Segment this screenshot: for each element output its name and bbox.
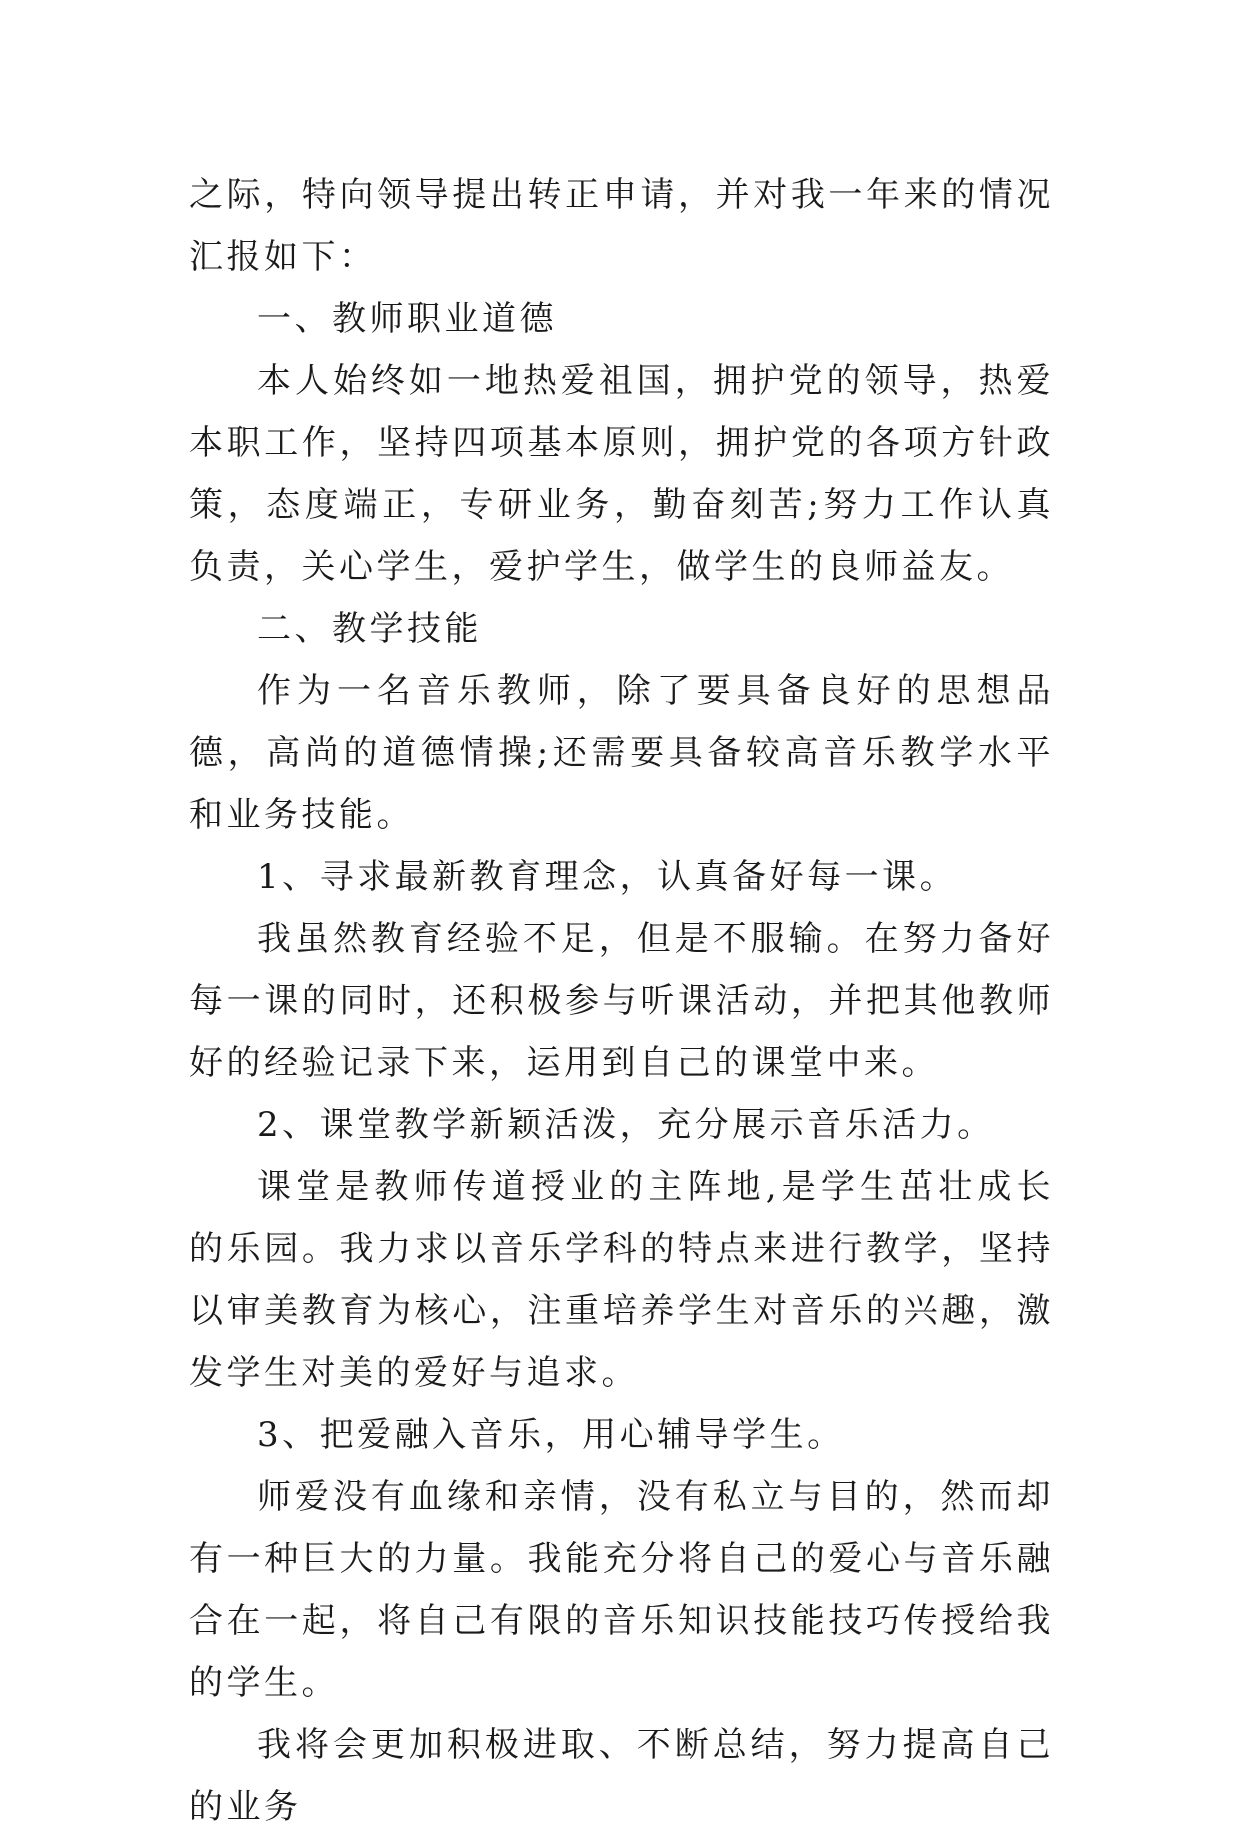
subheading-love-music: 3、把爱融入音乐，用心辅导学生。 — [257, 1415, 845, 1455]
section-heading-ethics: 一、教师职业道德 — [257, 299, 557, 339]
subheading-lesson-prep: 1、寻求最新教育理念，认真备好每一课。 — [257, 857, 958, 897]
paragraph-love-music: 师爱没有血缘和亲情，没有私立与目的，然而却有一种巨大的力量。我能充分将自己的爱心与音乐融合在一起，将自己有限的音乐知识技能技巧传授给我的学生。 — [189, 1477, 1054, 1703]
subheading-classroom: 2、课堂教学新颖活泼，充分展示音乐活力。 — [257, 1105, 995, 1145]
document-body — [189, 164, 1054, 1838]
paragraph-continuation: 之际，特向领导提出转正申请，并对我一年来的情况汇报如下： — [189, 175, 1054, 277]
section-heading-skills: 二、教学技能 — [257, 609, 482, 649]
paragraph-closing: 我将会更加积极进取、不断总结，努力提高自己的业务 — [189, 1725, 1054, 1827]
paragraph-lesson-prep: 我虽然教育经验不足，但是不服输。在努力备好每一课的同时，还积极参与听课活动，并把其他教师好的经验记录下来，运用到自己的课堂中来。 — [189, 919, 1054, 1083]
paragraph-classroom: 课堂是教师传道授业的主阵地,是学生茁壮成长的乐园。我力求以音乐学科的特点来进行教学，坚持以审美教育为核心，注重培养学生对音乐的兴趣，激发学生对美的爱好与追求。 — [189, 1167, 1054, 1393]
paragraph-skills-intro: 作为一名音乐教师，除了要具备良好的思想品德，高尚的道德情操;还需要具备较高音乐教学水平和业务技能。 — [189, 671, 1054, 835]
paragraph-ethics: 本人始终如一地热爱祖国，拥护党的领导，热爱本职工作，坚持四项基本原则，拥护党的各项方针政策，态度端正，专研业务，勤奋刻苦;努力工作认真负责，关心学生，爱护学生，做学生的良师益友。 — [189, 361, 1054, 587]
